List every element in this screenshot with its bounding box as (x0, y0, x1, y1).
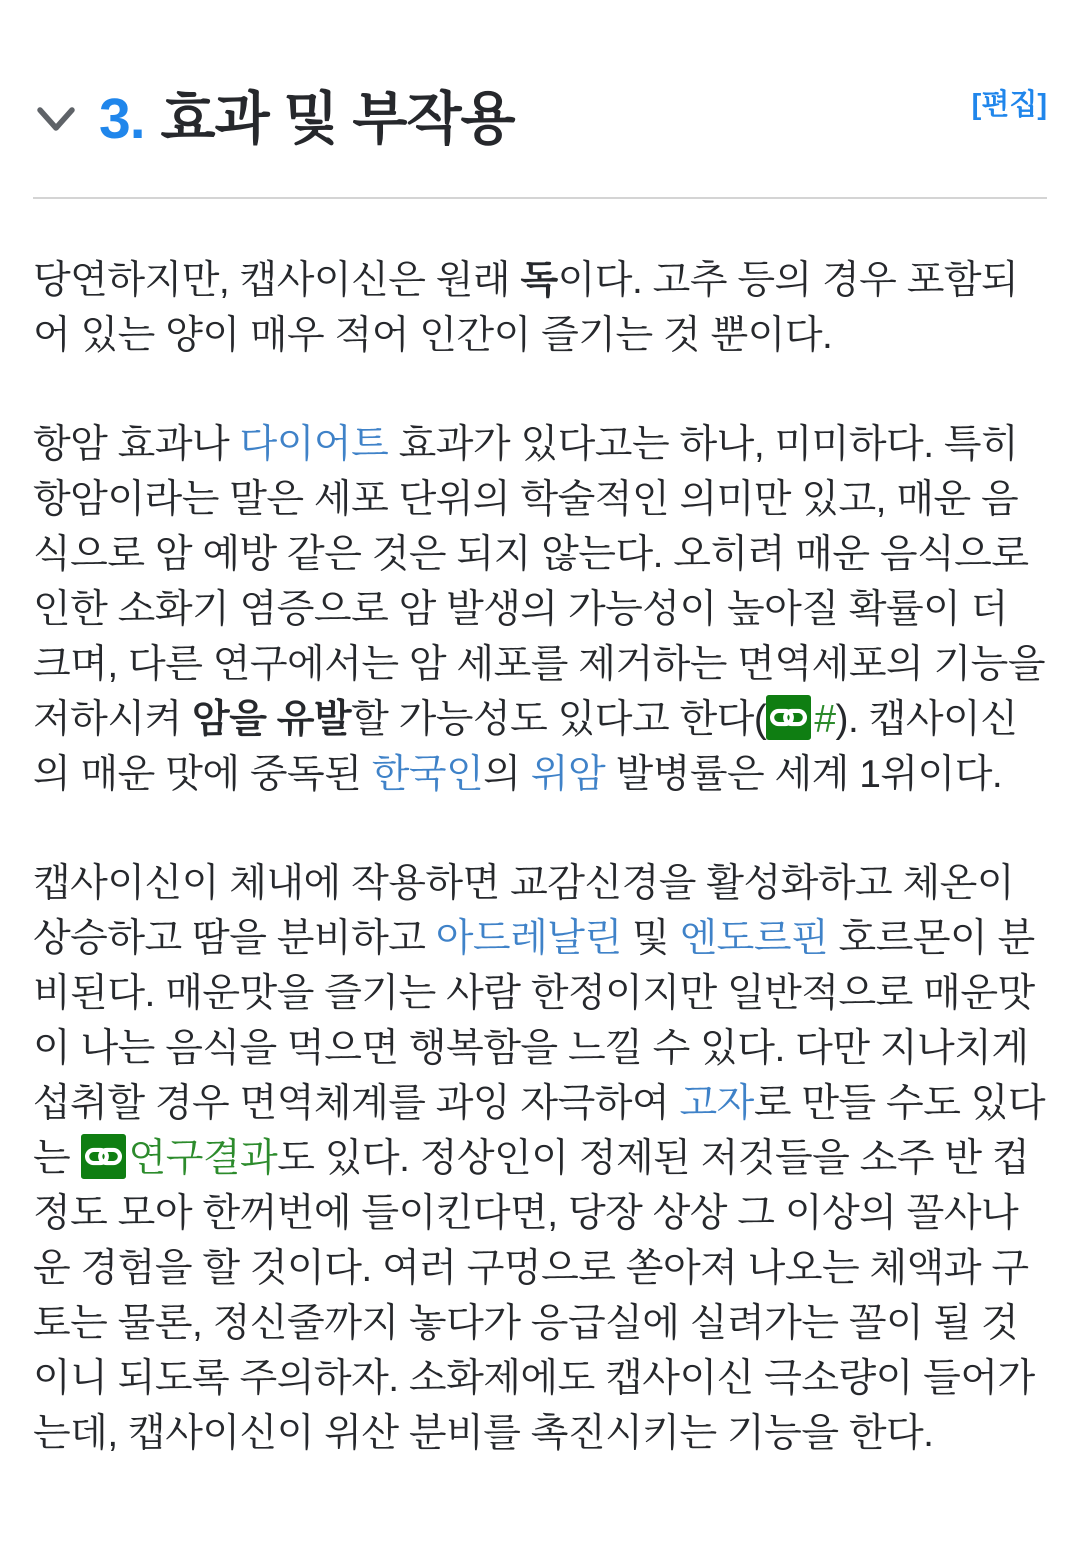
wiki-link[interactable]: 한국인 (371, 752, 484, 796)
wiki-link[interactable]: 고자 (679, 1081, 754, 1125)
section-number: 3. (99, 87, 145, 151)
text-segment: 도 있다. 정상인이 정제된 저것들을 소주 반 컵 정도 모아 한꺼번에 들이킨다면, 당장 상상 그 이상의 꼴사나운 경험을 할 것이다. 여러 구멍으로 쏟아져 나오는 체액과 구토는 물론, 정신줄까지 놓다가 응급실에 실려가는 꼴이 될 것이니 되도록 주의하자. 소화제에도 캡사이신 극소량이 들어가는데, 캡사이신이 위산 분비를 촉진시키는 기능을 한다. (33, 1136, 1035, 1455)
paragraph-3 (33, 856, 1047, 1461)
text-segment: 의 (483, 752, 531, 796)
text-segment: 항암 효과나 (33, 422, 240, 466)
wiki-link[interactable]: 엔도르핀 (679, 916, 829, 960)
section-title-text: 효과 및 부작용 (160, 87, 515, 151)
chevron-down-icon[interactable] (33, 101, 79, 137)
wiki-page (0, 88, 1080, 1501)
text-segment: ). 캡사이신의 매운 맛에 중독된 (33, 697, 1018, 796)
external-link-icon (81, 1134, 126, 1179)
text-segment: 로 만들 수도 있다는 (33, 1081, 1046, 1180)
edit-link[interactable]: [편집] (971, 89, 1047, 121)
paragraph-2 (33, 417, 1047, 802)
text-segment: 효과가 있다고는 하나, 미미하다. 특히 항암이라는 말은 세포 단위의 학술적인 의미만 있고, 매운 음식으로 암 예방 같은 것은 되지 않는다. 오히려 매운 음식으로 인한 소화기 염증으로 암 발생의 가능성이 높아질 확률이 더 크며, 다른 연구에서는 암 세포를 제거하는 면역세포의 기능을 저하시켜 (33, 422, 1046, 741)
wiki-link[interactable]: 다이어트 (239, 422, 389, 466)
section-divider (33, 197, 1047, 199)
text-segment: 발병률은 세계 1위이다. (605, 752, 1003, 796)
external-link-label: # (814, 697, 836, 741)
text-segment: 및 (621, 916, 680, 960)
section-heading (33, 88, 1047, 151)
text-segment: 캡사이신이 체내에 작용하면 교감신경을 활성화하고 체온이 상승하고 땀을 분비하고 (33, 861, 1015, 960)
bold-text-segment: 암을 유발 (192, 697, 352, 741)
external-link-label: 연구결과 (128, 1136, 278, 1180)
text-segment: 할 가능성도 있다고 한다( (351, 697, 767, 741)
text-segment: 당연하지만, 캡사이신은 원래 (33, 258, 521, 302)
section-title (99, 88, 515, 151)
external-link-icon (766, 695, 811, 740)
article-content (33, 253, 1047, 1501)
external-link[interactable] (766, 698, 835, 741)
bold-text-segment: 독 (520, 258, 558, 302)
external-link[interactable] (81, 1137, 278, 1180)
text-segment: 이다. 고추 등의 경우 포함되어 있는 양이 매우 적어 인간이 즐기는 것 뿐이다. (33, 258, 1019, 357)
text-segment: 호르몬이 분비된다. 매운맛을 즐기는 사람 한정이지만 일반적으로 매운맛이 나는 음식을 먹으면 행복함을 느낄 수 있다. 다만 지나치게 섭취할 경우 면역체계를 과잉 자극하여 (33, 916, 1035, 1125)
wiki-link[interactable]: 아드레날린 (435, 916, 622, 960)
wiki-link[interactable]: 위암 (530, 752, 606, 796)
paragraph-1 (33, 253, 1047, 363)
